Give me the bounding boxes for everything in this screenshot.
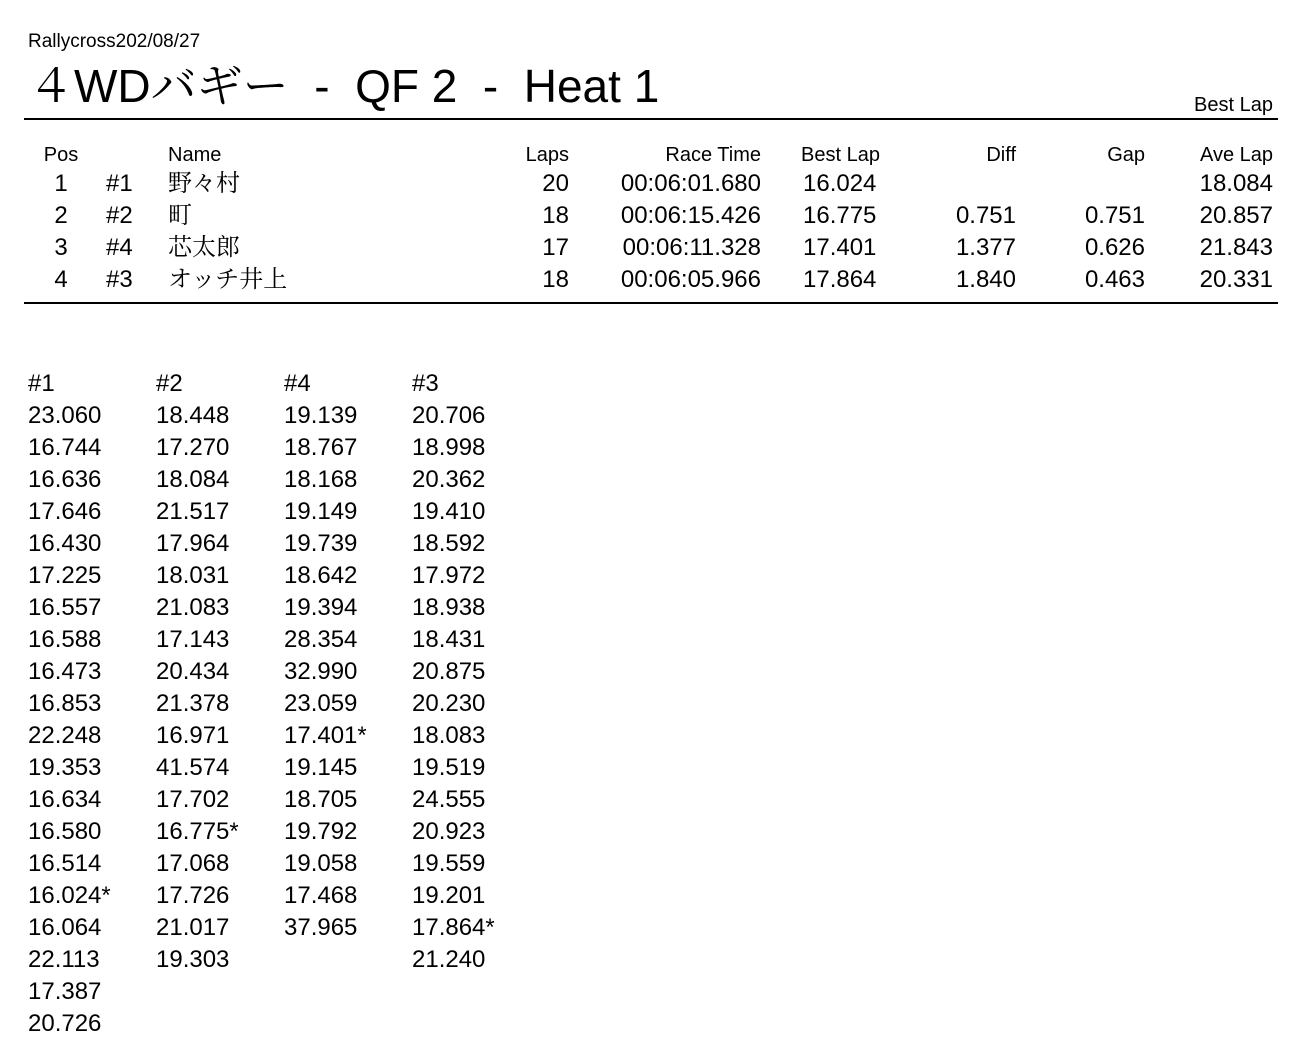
lap-time: 18.592 (412, 530, 486, 557)
result-car-number: #3 (106, 266, 133, 293)
result-row (0, 168, 1299, 200)
lap-time: 18.767 (284, 434, 358, 461)
result-ave-lap: 20.331 (1199, 266, 1273, 293)
result-car-number: #4 (106, 234, 133, 261)
result-pos: 3 (54, 234, 68, 261)
result-car-number: #2 (106, 202, 133, 229)
result-best-lap: 17.401 (803, 234, 877, 261)
lap-time: 17.646 (28, 498, 102, 525)
lap-time: 16.473 (28, 658, 102, 685)
result-ave-lap: 21.843 (1199, 234, 1273, 261)
lap-time: 16.634 (28, 786, 102, 813)
result-race-time: 00:06:05.966 (620, 266, 761, 293)
column-header-race-time: Race Time (665, 144, 761, 166)
lap-time: 19.201 (412, 882, 486, 909)
lap-time: 17.972 (412, 562, 486, 589)
lap-time: 17.726 (156, 882, 230, 909)
lap-time: 17.387 (28, 978, 102, 1005)
lap-time: 19.394 (284, 594, 358, 621)
lap-time: 16.580 (28, 818, 102, 845)
lap-time: 20.875 (412, 658, 486, 685)
lap-column (412, 368, 540, 1040)
lap-time: 23.059 (284, 690, 358, 717)
lap-column-car: #1 (28, 370, 55, 397)
lap-time: 18.938 (412, 594, 486, 621)
result-best-lap: 17.864 (803, 266, 877, 293)
lap-time: 19.303 (156, 946, 230, 973)
lap-time: 18.998 (412, 434, 486, 461)
column-header-gap: Gap (1107, 144, 1145, 166)
result-ave-lap: 18.084 (1199, 170, 1273, 197)
result-laps: 18 (542, 202, 569, 229)
result-diff: 0.751 (955, 202, 1016, 229)
lap-time: 21.517 (156, 498, 230, 525)
lap-time: 20.706 (412, 402, 486, 429)
lap-time: 18.448 (156, 402, 230, 429)
lap-column (156, 368, 284, 1040)
results-header-row (0, 143, 1299, 168)
results-divider (24, 302, 1278, 304)
lap-time: 17.068 (156, 850, 230, 877)
lap-time: 16.744 (28, 434, 102, 461)
lap-time: 17.225 (28, 562, 102, 589)
lap-time: 22.248 (28, 722, 102, 749)
lap-column (284, 368, 412, 1040)
lap-time: 17.864* (412, 914, 495, 941)
result-gap: 0.626 (1084, 234, 1145, 261)
lap-time: 18.168 (284, 466, 358, 493)
result-race-time: 00:06:15.426 (620, 202, 761, 229)
lap-time: 19.739 (284, 530, 358, 557)
lap-time: 19.139 (284, 402, 358, 429)
result-driver-name: 野々村 (168, 170, 240, 197)
lap-time: 16.636 (28, 466, 102, 493)
lap-time: 20.434 (156, 658, 230, 685)
column-header-ave-lap: Ave Lap (1199, 144, 1273, 166)
result-pos: 4 (54, 266, 68, 293)
result-pos: 1 (54, 170, 68, 197)
lap-time: 21.240 (412, 946, 486, 973)
lap-time: 18.705 (284, 786, 358, 813)
result-race-time: 00:06:11.328 (622, 234, 761, 261)
lap-time: 16.971 (156, 722, 230, 749)
result-row (0, 200, 1299, 232)
result-row (0, 232, 1299, 264)
lap-time: 16.514 (28, 850, 102, 877)
sort-label: Best Lap (1194, 94, 1273, 116)
lap-column (28, 368, 156, 1040)
result-driver-name: オッチ井上 (168, 266, 288, 293)
lap-time: 20.230 (412, 690, 486, 717)
lap-time: 16.430 (28, 530, 102, 557)
lap-time: 19.058 (284, 850, 358, 877)
result-laps: 20 (542, 170, 569, 197)
result-ave-lap: 20.857 (1199, 202, 1273, 229)
lap-column-car: #4 (284, 370, 311, 397)
lap-time: 17.964 (156, 530, 230, 557)
header-divider (24, 118, 1278, 120)
lap-time: 16.588 (28, 626, 102, 653)
lap-time: 16.064 (28, 914, 102, 941)
result-gap: 0.751 (1084, 202, 1145, 229)
result-laps: 17 (542, 234, 569, 261)
lap-time: 28.354 (284, 626, 358, 653)
lap-column-car: #2 (156, 370, 183, 397)
lap-time: 20.362 (412, 466, 486, 493)
column-header-pos: Pos (43, 144, 79, 166)
column-header-name: Name (168, 144, 222, 166)
lap-time: 19.792 (284, 818, 358, 845)
result-driver-name: 町 (168, 202, 192, 229)
lap-times-grid (28, 368, 540, 1040)
lap-time: 37.965 (284, 914, 358, 941)
lap-time: 16.853 (28, 690, 102, 717)
column-header-laps: Laps (525, 144, 569, 166)
lap-time: 16.557 (28, 594, 102, 621)
lap-time: 22.113 (28, 946, 100, 973)
lap-time: 18.031 (156, 562, 230, 589)
result-laps: 18 (542, 266, 569, 293)
result-row (0, 264, 1299, 296)
lap-time: 21.083 (156, 594, 230, 621)
page-title: ４WDバギー - QF 2 - Heat 1 (28, 60, 660, 112)
result-best-lap: 16.775 (803, 202, 877, 229)
result-diff: 1.377 (955, 234, 1016, 261)
lap-time: 20.923 (412, 818, 486, 845)
lap-time: 19.410 (412, 498, 486, 525)
result-driver-name: 芯太郎 (168, 234, 240, 261)
lap-column-car: #3 (412, 370, 439, 397)
lap-time: 19.145 (284, 754, 358, 781)
lap-time: 23.060 (28, 402, 102, 429)
result-diff: 1.840 (955, 266, 1016, 293)
lap-time: 24.555 (412, 786, 486, 813)
lap-time: 18.642 (284, 562, 358, 589)
results-table (0, 143, 1299, 296)
lap-time: 18.084 (156, 466, 230, 493)
lap-time: 17.143 (156, 626, 230, 653)
lap-time: 17.702 (156, 786, 230, 813)
event-date-line: Rallycross202/08/27 (28, 31, 201, 52)
lap-time: 21.017 (156, 914, 230, 941)
lap-time: 19.353 (28, 754, 102, 781)
lap-time: 16.024* (28, 882, 111, 909)
column-header-best-lap: Best Lap (801, 144, 880, 166)
lap-time: 19.519 (412, 754, 486, 781)
result-race-time: 00:06:01.680 (620, 170, 761, 197)
lap-time: 19.559 (412, 850, 486, 877)
result-car-number: #1 (106, 170, 133, 197)
result-best-lap: 16.024 (803, 170, 877, 197)
column-header-diff: Diff (986, 144, 1016, 166)
lap-time: 32.990 (284, 658, 358, 685)
lap-time: 19.149 (284, 498, 358, 525)
lap-time: 18.431 (412, 626, 486, 653)
result-pos: 2 (54, 202, 68, 229)
lap-time: 17.401* (284, 722, 367, 749)
lap-time: 17.468 (284, 882, 358, 909)
result-gap: 0.463 (1084, 266, 1145, 293)
lap-time: 20.726 (28, 1010, 102, 1037)
lap-time: 18.083 (412, 722, 486, 749)
lap-time: 16.775* (156, 818, 239, 845)
lap-time: 21.378 (156, 690, 230, 717)
lap-time: 41.574 (156, 754, 230, 781)
lap-time: 17.270 (156, 434, 230, 461)
